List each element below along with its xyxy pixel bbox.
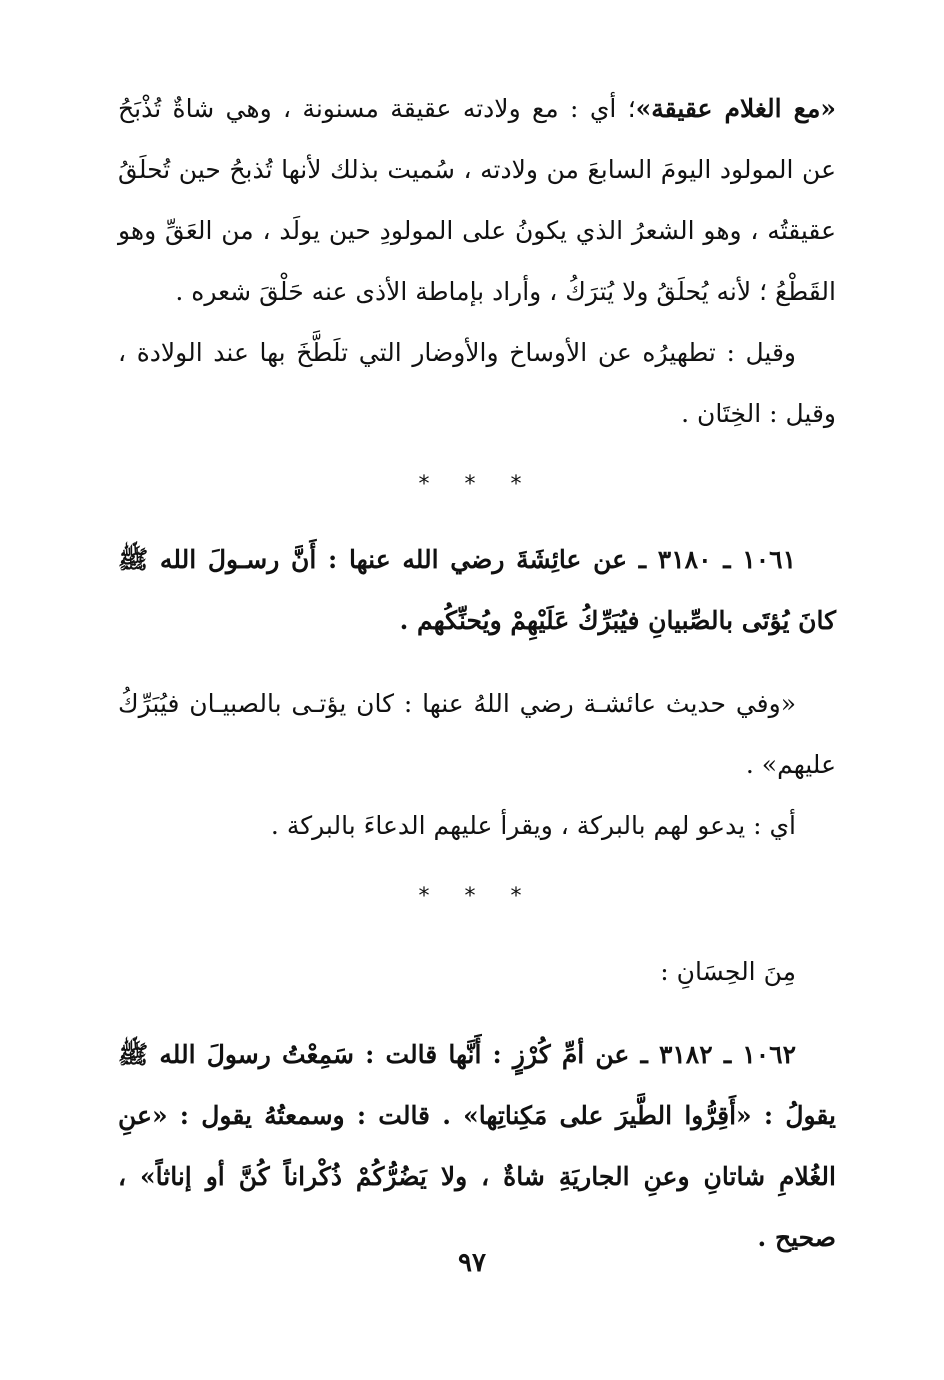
commentary-paragraph-tathir: وقيل : تطهيرُه عن الأوساخ والأوضار التي تلَطَّخَ بها عند الولادة ، وقيل : الخِتَان . xyxy=(118,338,836,428)
explanation-1061: أي : يدعو لهم بالبركة ، ويقرأ عليهم الدعاءَ بالبركة . xyxy=(270,811,796,840)
commentary-paragraph-aqiqa xyxy=(118,78,836,322)
quoted-phrase: «مع الغلام عقيقة» xyxy=(635,94,837,123)
commentary-text: ؛ أي : مع ولادته عقيقة مسنونة ، وهي شاةٌ تُذْبَحُ عن المولود اليومَ السابعَ من ولادته ، سُميت بذلك لأنها تُذبحُ حين تُحلَقُ عقيقتُه ، وهو الشعرُ الذي يكونُ على المولودِ حين يولَد ، من العَقِّ وهو القَطْعُ ؛ لأنه يُحلَقُ ولا يُترَكُ ، وأراد بإماطة الأذى عنه حَلْقَ شعره . xyxy=(118,94,836,306)
page-body xyxy=(118,78,836,1268)
hadith-1061: ١٠٦١ ـ ٣١٨٠ ـ عن عائِشَةَ رضي الله عنها : أَنَّ رسـولَ الله ﷺ كانَ يُؤتَى بالصِّبيانِ فيُبَرِّكُ عَلَيْهِمْ ويُحنِّكُهم . xyxy=(118,545,836,635)
section-separator: * * * xyxy=(418,884,536,909)
page-number: ٩٧ xyxy=(458,1248,486,1278)
section-separator: * * * xyxy=(418,472,536,497)
section-heading: مِنَ الحِسَانِ : xyxy=(660,957,796,986)
commentary-1061: «وفي حديث عائشـة رضي اللهُ عنها : كان يؤتـى بالصبيـان فيُبَرِّكُ عليهم» . xyxy=(118,689,836,779)
hadith-1062: ١٠٦٢ ـ ٣١٨٢ ـ عن أمِّ كُرْزٍ : أَنَّها قالت : سَمِعْتُ رسولَ الله ﷺ يقولُ : «أَقِرُّوا الطَّيرَ على مَكِناتِها» . قالت : وسمعتُهُ يقول : «عنِ الغُلامِ شاتانِ وعنِ الجاريَةِ شاةٌ ، ولا يَضُرُّكُمْ ذُكْراناً كُنَّ أو إناثاً» ، صحيح . xyxy=(118,1040,836,1252)
